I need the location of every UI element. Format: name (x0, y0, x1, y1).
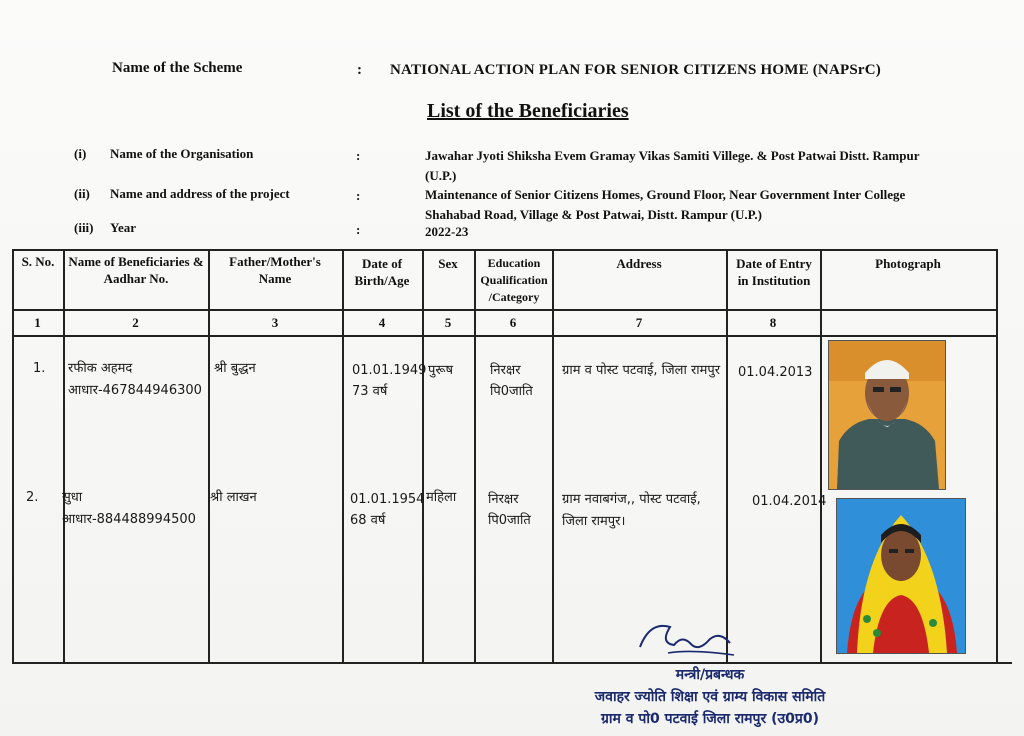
header-father: Father/Mother's Name (229, 254, 321, 286)
row1-category: पि0जाति (490, 384, 533, 399)
row2-sex: महिला (426, 490, 457, 505)
row1-age: 73 वर्ष (352, 384, 388, 399)
row1-photograph (828, 340, 946, 490)
meta-colon-project: : (356, 188, 361, 203)
row2-photograph (836, 498, 966, 654)
meta-label-project: Name and address of the project (110, 186, 290, 201)
colnum-4: 4 (378, 315, 386, 330)
scheme-label: Name of the Scheme (112, 60, 243, 76)
row2-aadhar: आधार-884488994500 (62, 512, 196, 527)
meta-num-year: (iii) (74, 220, 94, 235)
colnum-2: 2 (132, 315, 139, 330)
row2-address: ग्राम नवाबगंज,, पोस्ट पटवाई, जिला रामपुर। (562, 492, 701, 529)
row2-entry: 01.04.2014 (752, 494, 827, 509)
meta-num-project: (ii) (74, 186, 90, 201)
colnum-8: 8 (769, 315, 777, 330)
woman-photo-icon (837, 499, 965, 653)
scheme-name: NATIONAL ACTION PLAN FOR SENIOR CITIZENS HOME (NAPSrC) (390, 62, 881, 78)
row2-education: निरक्षर (488, 492, 519, 507)
colnum-7: 7 (635, 315, 643, 330)
col-border-9 (996, 249, 998, 664)
row1-sno: 1. (33, 361, 46, 376)
stamp-address-line: ग्राम व पो0 पटवाई जिला रामपुर (उ0प्र0) (601, 711, 819, 727)
row1-father: श्री बुद्धन (214, 361, 256, 376)
row1-education: निरक्षर (490, 363, 521, 378)
colnum-1: 1 (34, 315, 41, 330)
header-entry: Date of Entry in Institution (736, 256, 812, 288)
meta-label-year: Year (110, 220, 136, 235)
col-border-4 (422, 249, 424, 664)
header-bottom-border (12, 309, 997, 311)
elderly-man-photo-icon (829, 341, 945, 489)
row2-father: श्री लाखन (210, 490, 257, 505)
header-photograph: Photograph (875, 256, 941, 271)
header-education: Education Qualification /Category (480, 256, 548, 304)
row2-name: सुधा (62, 490, 83, 505)
meta-value-project: Maintenance of Senior Citizens Homes, Ground Floor, Near Government Inter College Shahabad Road, Village & Post Patwai, Distt. Rampur (U.P.) (425, 187, 906, 222)
meta-value-year: 2022-23 (425, 224, 469, 239)
colnum-5: 5 (444, 315, 452, 330)
table-bottom-border (12, 662, 1012, 664)
header-sno: S. No. (21, 254, 55, 269)
col-border-5 (474, 249, 476, 664)
list-title: List of the Beneficiaries (427, 100, 629, 122)
row1-entry: 01.04.2013 (738, 365, 813, 380)
row1-aadhar: आधार-467844946300 (68, 383, 202, 398)
col-border-6 (552, 249, 554, 664)
table-top-border (12, 249, 997, 251)
header-name: Name of Beneficiaries & Aadhar No. (68, 254, 204, 286)
meta-value-organisation: Jawahar Jyoti Shiksha Evem Gramay Vikas Samiti Villege. & Post Patwai Distt. Rampur (U.P.) (425, 148, 920, 183)
row2-dob: 01.01.1954 (350, 492, 425, 507)
colnum-6: 6 (509, 315, 517, 330)
header-dob: Date of Birth/Age (354, 256, 410, 288)
col-border-2 (208, 249, 210, 664)
header-address: Address (616, 256, 662, 271)
row2-sno: 2. (26, 490, 39, 505)
row2-category: पि0जाति (488, 513, 531, 528)
col-border-7 (726, 249, 728, 664)
row1-dob: 01.01.1949 (352, 363, 427, 378)
signature-stamp (590, 605, 830, 735)
scheme-colon: : (357, 62, 362, 78)
col-border-8 (820, 249, 822, 664)
row2-age: 68 वर्ष (350, 513, 386, 528)
signature-scribble-icon (630, 613, 750, 663)
signatory-title: मन्त्री/प्रबन्धक (675, 667, 745, 683)
colnum-3: 3 (271, 315, 279, 330)
col-border-3 (342, 249, 344, 664)
meta-colon-year: : (356, 222, 361, 237)
header-sex: Sex (438, 256, 458, 271)
col-border-0 (12, 249, 14, 664)
colnum-bottom-border (12, 335, 997, 337)
stamp-org-line: जवाहर ज्योति शिक्षा एवं ग्राम्य विकास समिति (594, 689, 826, 705)
row1-address: ग्राम व पोस्ट पटवाई, जिला रामपुर (562, 363, 721, 378)
row1-sex: पुरूष (428, 363, 453, 378)
meta-num-organisation: (i) (74, 146, 87, 161)
meta-label-organisation: Name of the Organisation (110, 146, 254, 161)
col-border-1 (63, 249, 65, 664)
row1-name: रफीक अहमद (68, 361, 133, 376)
meta-colon-organisation: : (356, 148, 361, 163)
